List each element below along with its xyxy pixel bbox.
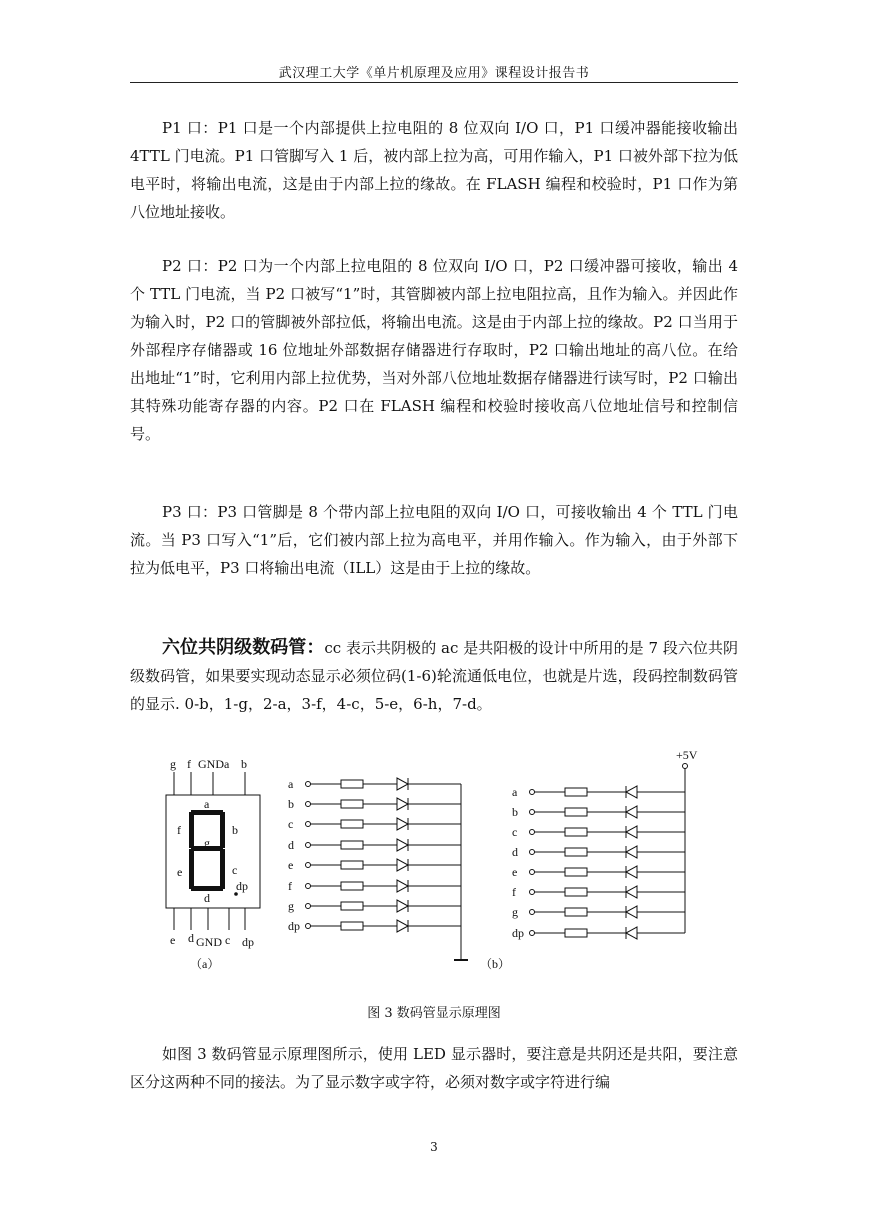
resistor-icon xyxy=(341,800,363,808)
resistor-icon xyxy=(341,922,363,930)
resistor-icon xyxy=(565,788,587,796)
resistor-icon xyxy=(565,908,587,916)
resistor-icon xyxy=(341,841,363,849)
resistor-icon xyxy=(565,868,587,876)
circuit-row xyxy=(288,899,461,913)
input-label: d xyxy=(288,838,294,852)
paragraph-tail-text: 如图 3 数码管显示原理图所示，使用 LED 显示器时，要注意是共阴还是共阳，要注意区分这两种不同的接法。为了显示数字或字符，必须对数字或字符进行编 xyxy=(130,1045,738,1091)
pin-label: GNDa xyxy=(198,757,230,771)
pin-label: GND xyxy=(196,935,222,949)
figure-display-schematic xyxy=(150,740,750,980)
page-header: 武汉理工大学《单片机原理及应用》课程设计报告书 xyxy=(278,66,590,81)
cc-rows xyxy=(288,777,461,933)
paragraph-p3 xyxy=(130,498,738,582)
resistor-icon xyxy=(341,902,363,910)
input-terminal xyxy=(530,830,535,835)
diode-icon xyxy=(626,786,637,798)
figure-caption: 图 3 数码管显示原理图 xyxy=(367,1006,501,1021)
section-paragraph xyxy=(130,634,738,718)
resistor-icon xyxy=(565,808,587,816)
input-label: b xyxy=(288,797,294,811)
input-terminal xyxy=(306,822,311,827)
diode-icon xyxy=(397,798,408,810)
input-label: b xyxy=(512,805,518,819)
paragraph-p1-text: P1 口：P1 口是一个内部提供上拉电阻的 8 位双向 I/O 口，P1 口缓冲器能接收输出 4TTL 门电流。P1 口管脚写入 1 后，被内部上拉为高，可用作输入，P1 口被外部下拉为低电平时，将输出电流，这是由于内部上拉的缘故。在 FLASH 编程和校验时，P1 口作为第八位地址接收。 xyxy=(130,119,738,221)
input-terminal xyxy=(530,910,535,915)
diode-icon xyxy=(626,927,637,939)
input-label: dp xyxy=(512,926,524,940)
input-terminal xyxy=(306,843,311,848)
circuit-row xyxy=(512,825,685,839)
segment-label: b xyxy=(232,823,238,837)
resistor-icon xyxy=(341,780,363,788)
circuit-row xyxy=(512,926,685,940)
a-top-pin-labels xyxy=(170,757,247,771)
diode-icon xyxy=(397,778,408,790)
paragraph-p3-text: P3 口：P3 口管脚是 8 个带内部上拉电阻的双向 I/O 口，可接收输出 4 个 TTL 门电流。当 P3 口写入“1”后，它们被内部上拉为高电平，并用作输入。作为输入，由于外部下拉为低电平，P3 口将输出电流（ILL）这是由于上拉的缘故。 xyxy=(130,503,738,577)
pin-label: g xyxy=(170,757,176,771)
input-terminal xyxy=(306,782,311,787)
diagram-b-common-anode xyxy=(480,748,698,971)
input-terminal xyxy=(530,870,535,875)
resistor-icon xyxy=(565,888,587,896)
segment-bars xyxy=(189,810,238,896)
ca-rows xyxy=(512,785,685,940)
input-label: a xyxy=(512,785,518,799)
segment-label: f xyxy=(177,823,181,837)
segment-label: g xyxy=(204,836,210,850)
diode-icon xyxy=(397,900,408,912)
input-label: d xyxy=(512,845,518,859)
pin-label: c xyxy=(225,933,231,947)
segment-label: a xyxy=(204,797,210,811)
pin-label: f xyxy=(187,757,191,771)
diode-icon xyxy=(397,818,408,830)
diagram-b-common-cathode xyxy=(288,777,468,960)
input-label: g xyxy=(288,899,294,913)
pin-label: d xyxy=(188,931,194,945)
input-terminal xyxy=(306,802,311,807)
circuit-row xyxy=(512,845,685,859)
header-rule xyxy=(130,82,738,83)
paragraph-p2-text: P2 口：P2 口为一个内部上拉电阻的 8 位双向 I/O 口，P2 口缓冲器可接收，输出 4 个 TTL 门电流，当 P2 口被写“1”时，其管脚被内部上拉电阻拉高，且作为输入。并因此作为输入时，P2 口的管脚被外部拉低，将输出电流。这是由于内部上拉的缘故。P2 口当用于外部程序存储器或 16 位地址外部数据存储器进行存取时，P2 口输出地址的高八位。在给出地址“1”时，它利用内部上拉优势，当对外部八位地址数据存储器进行读写时，P2 口输出其特殊功能寄存器的内容。P2 口在 FLASH 编程和校验时接收高八位地址信号和控制信号。 xyxy=(130,257,738,443)
input-terminal xyxy=(530,850,535,855)
diode-icon xyxy=(397,859,408,871)
resistor-icon xyxy=(341,882,363,890)
input-label: e xyxy=(288,858,294,872)
input-terminal xyxy=(530,931,535,936)
diode-icon xyxy=(626,866,637,878)
circuit-row xyxy=(288,797,461,811)
diode-icon xyxy=(397,880,408,892)
segment-label: c xyxy=(232,863,238,877)
input-label: f xyxy=(512,885,516,899)
paragraph-p1 xyxy=(130,114,738,226)
pin-label: b xyxy=(241,757,247,771)
segment-label: d xyxy=(204,891,210,905)
section-body: cc 表示共阴极的 ac 是共阳极的设计中所用的是 7 段六位共阴级数码管，如果要实现动态显示必须位码(1-6)轮流通低电位，也就是片选，段码控制数码管的显示. 0-b，1-g，2-a，3-f，4-c，5-e，6-h，7-d。 xyxy=(130,639,738,713)
paragraph-p2 xyxy=(130,252,738,448)
input-terminal xyxy=(306,884,311,889)
diode-icon xyxy=(626,886,637,898)
diode-icon xyxy=(626,806,637,818)
diode-icon xyxy=(626,846,637,858)
circuit-row xyxy=(512,905,685,919)
segment-label: dp xyxy=(236,879,248,893)
resistor-icon xyxy=(341,861,363,869)
diode-icon xyxy=(626,826,637,838)
circuit-row xyxy=(288,879,461,893)
input-terminal xyxy=(306,904,311,909)
input-label: dp xyxy=(288,919,300,933)
supply-label: +5V xyxy=(676,748,698,762)
diode-icon xyxy=(397,839,408,851)
input-terminal xyxy=(530,890,535,895)
input-terminal xyxy=(530,810,535,815)
input-label: f xyxy=(288,879,292,893)
input-label: c xyxy=(288,817,294,831)
section-title: 六位共阴级数码管： xyxy=(162,637,325,658)
diagram-a xyxy=(166,757,260,971)
circuit-row xyxy=(288,777,461,791)
a-bottom-pin-labels xyxy=(170,931,254,949)
diagram-b-label: （b） xyxy=(480,957,511,971)
circuit-row xyxy=(288,838,461,852)
circuit-row xyxy=(288,817,461,831)
segment-label: e xyxy=(177,865,183,879)
pin-label: dp xyxy=(242,935,254,949)
input-label: a xyxy=(288,777,294,791)
circuit-row xyxy=(288,858,461,872)
diagram-a-label: （a） xyxy=(190,957,220,971)
circuit-row xyxy=(512,785,685,799)
diode-icon xyxy=(626,906,637,918)
schematic-svg xyxy=(150,740,750,980)
resistor-icon xyxy=(565,828,587,836)
circuit-row xyxy=(512,865,685,879)
page-number: 3 xyxy=(430,1140,438,1154)
pin-label: e xyxy=(170,933,176,947)
resistor-icon xyxy=(565,929,587,937)
input-label: e xyxy=(512,865,518,879)
paragraph-tail xyxy=(130,1040,738,1096)
input-label: g xyxy=(512,905,518,919)
input-terminal xyxy=(530,790,535,795)
section-seven-segment xyxy=(130,634,738,718)
input-label: c xyxy=(512,825,518,839)
circuit-row xyxy=(512,805,685,819)
diode-icon xyxy=(397,920,408,932)
circuit-row xyxy=(512,885,685,899)
input-terminal xyxy=(306,924,311,929)
resistor-icon xyxy=(341,820,363,828)
resistor-icon xyxy=(565,848,587,856)
input-terminal xyxy=(306,863,311,868)
circuit-row xyxy=(288,919,461,933)
